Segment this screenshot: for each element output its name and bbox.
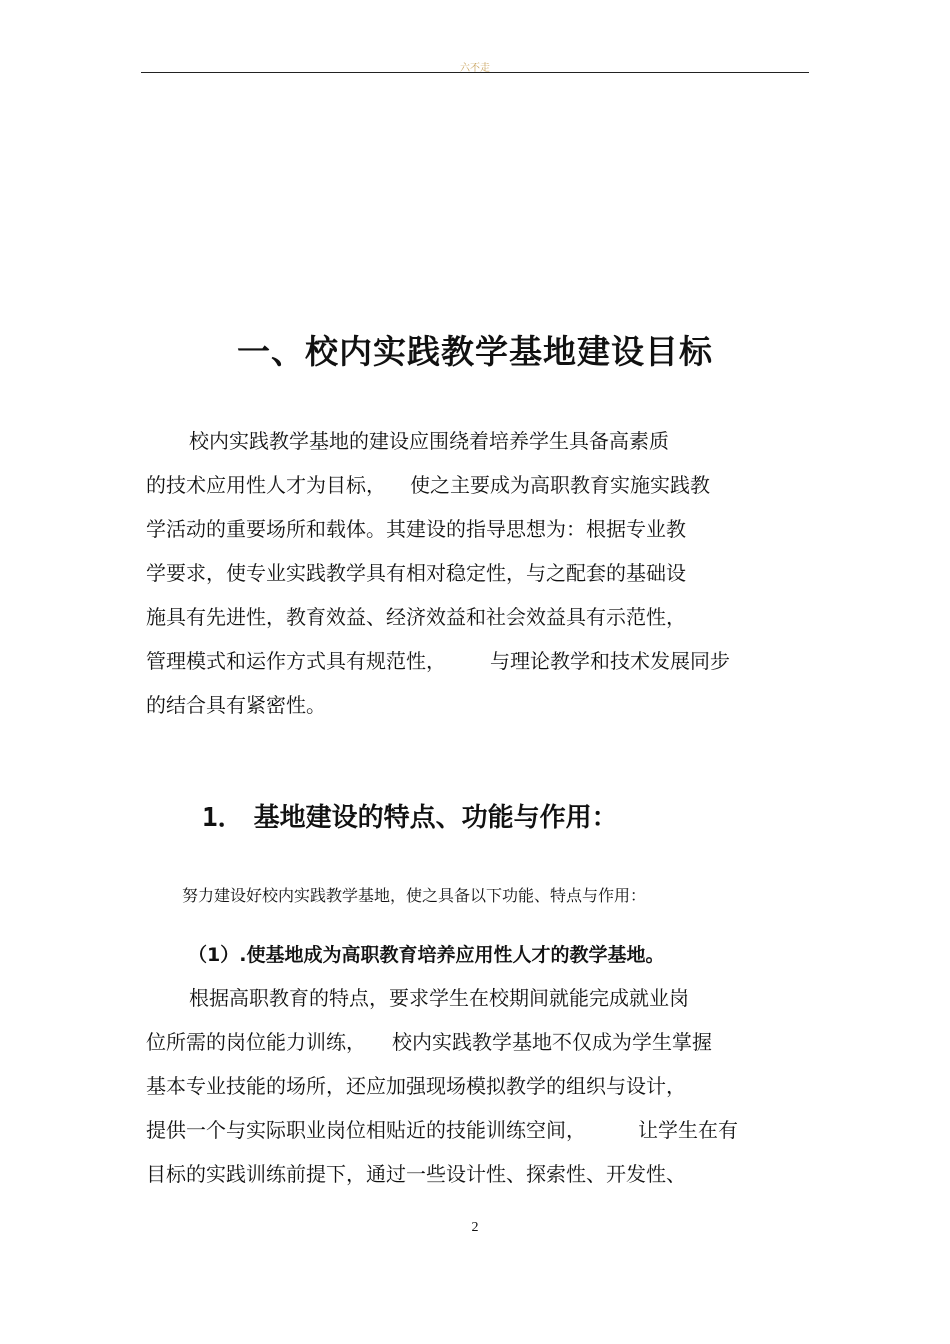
paragraph-goals — [146, 419, 826, 727]
paragraph-line — [146, 1020, 826, 1064]
paragraph-line — [146, 463, 826, 507]
header-text: 六不走 — [460, 63, 490, 74]
paragraph-line: 施具有先进性，教育效益、经济效益和社会效益具有示范性， — [146, 605, 686, 629]
paragraph-line-part: 位所需的岗位能力训练， — [146, 1030, 366, 1054]
paragraph-training — [146, 976, 826, 1196]
paragraph-line-part: 的技术应用性人才为目标， — [146, 473, 386, 497]
header-divider — [141, 72, 809, 73]
paragraph-line-part: 让学生在有 — [638, 1118, 738, 1142]
paragraph-line: 的结合具有紧密性。 — [146, 693, 326, 717]
section-heading — [202, 797, 618, 834]
paragraph-line-part: 校内实践教学基地不仅成为学生掌握 — [392, 1030, 712, 1054]
paragraph-line — [146, 639, 826, 683]
paragraph-line-part: 提供一个与实际职业岗位相贴近的技能训练空间， — [146, 1118, 586, 1142]
page-number: 2 — [471, 1220, 479, 1235]
section-number: 1． — [202, 803, 244, 833]
section-heading-text: 基地建设的特点、功能与作用： — [253, 803, 618, 833]
paragraph-line: 学要求，使专业实践教学具有相对稳定性，与之配套的基础设 — [146, 561, 686, 585]
section-intro: 努力建设好校内实践教学基地，使之具备以下功能、特点与作用： — [182, 886, 647, 905]
paragraph-line-part: 使之主要成为高职教育实施实践教 — [410, 473, 710, 497]
paragraph-line — [146, 1108, 826, 1152]
paragraph-line: 基本专业技能的场所，还应加强现场模拟教学的组织与设计， — [146, 1074, 686, 1098]
paragraph-line: 根据高职教育的特点，要求学生在校期间就能完成就业岗 — [189, 986, 689, 1010]
paragraph-line: 目标的实践训练前提下，通过一些设计性、探索性、开发性、 — [146, 1162, 686, 1186]
paragraph-line: 校内实践教学基地的建设应围绕着培养学生具备高素质 — [189, 429, 669, 453]
document-title: 一、校内实践教学基地建设目标 — [237, 332, 713, 371]
paragraph-line: 学活动的重要场所和载体。其建设的指导思想为：根据专业教 — [146, 517, 686, 541]
paragraph-line-part: 管理模式和运作方式具有规范性， — [146, 649, 446, 673]
subsection-heading: （1）.使基地成为高职教育培养应用性人才的教学基地。 — [188, 944, 665, 966]
paragraph-line-part: 与理论教学和技术发展同步 — [490, 649, 730, 673]
